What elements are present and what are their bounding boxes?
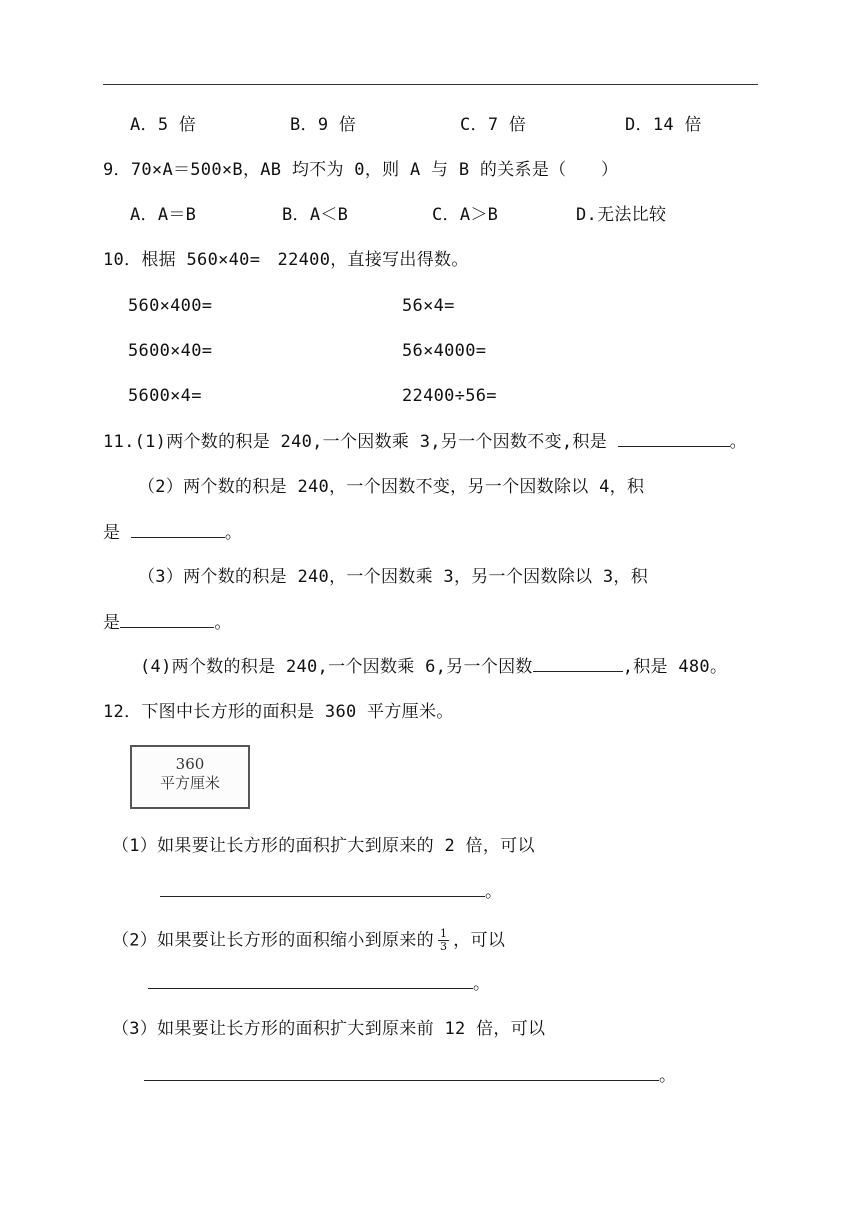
rectangle-figure: [130, 745, 250, 809]
answer-blank[interactable]: [144, 1064, 659, 1081]
period: 。: [473, 974, 491, 994]
q11-part3: （3）两个数的积是 240，一个因数乘 3，另一个因数除以 3，积: [138, 567, 649, 587]
q11-part2-cont: [103, 521, 242, 544]
text: （2）如果要让长方形的面积缩小到原来的: [112, 930, 434, 951]
q9-option-c: C．A＞B: [432, 205, 499, 225]
text: 是: [103, 523, 121, 543]
header-rule: [103, 84, 758, 85]
answer-blank[interactable]: [160, 880, 485, 897]
answer-blank[interactable]: [618, 430, 730, 447]
q9-option-b: B．A＜B: [282, 205, 349, 225]
period: 。: [224, 523, 243, 543]
answer-blank[interactable]: [148, 972, 473, 989]
q11-part4: [140, 655, 727, 678]
q11-part3-cont: [103, 611, 232, 634]
answer-blank[interactable]: [131, 521, 225, 538]
q8-option-a: A．5 倍: [130, 115, 197, 135]
q11-part2: （2）两个数的积是 240，一个因数不变，另一个因数除以 4，积: [138, 477, 645, 497]
fraction-one-third: [438, 928, 449, 953]
answer-blank[interactable]: [533, 655, 623, 672]
q9-option-d: D.无法比较: [576, 205, 667, 225]
q10-stem: 10．根据 560×40= 22400，直接写出得数。: [103, 250, 469, 270]
period: 。: [214, 613, 232, 633]
q10-item: 560×400=: [128, 296, 213, 316]
q8-option-b: B．9 倍: [290, 115, 357, 135]
q9-option-a: A．A＝B: [130, 205, 197, 225]
text: ，可以: [453, 930, 506, 951]
q8-option-d: D．14 倍: [625, 115, 702, 135]
period: 。: [729, 432, 747, 452]
q12-sub2-answer: [148, 972, 490, 995]
q12-sub1: （1）如果要让长方形的面积扩大到原来的 2 倍，可以: [112, 836, 535, 856]
q10-item: 5600×4=: [128, 386, 202, 406]
q10-item: 5600×40=: [128, 341, 213, 361]
period: 。: [485, 882, 503, 902]
text: (4)两个数的积是 240,一个因数乘 6,另一个因数: [140, 657, 533, 677]
text: ,积是 480。: [622, 657, 728, 677]
fraction-numerator: 1: [439, 927, 448, 940]
q10-item: 56×4000=: [402, 341, 487, 361]
answer-blank[interactable]: [120, 611, 214, 628]
q11-part1-text: 11.(1)两个数的积是 240,一个因数乘 3,另一个因数不变,积是: [103, 432, 608, 452]
rect-area-number: 360: [175, 755, 205, 773]
q12-sub3-answer: [144, 1064, 676, 1087]
q10-item: 56×4=: [402, 296, 455, 316]
q11-part1: [103, 430, 747, 453]
q12-sub3: （3）如果要让长方形的面积扩大到原来前 12 倍，可以: [112, 1019, 546, 1039]
text: 是: [103, 613, 121, 633]
fraction-denominator: 3: [439, 940, 448, 953]
q12-stem: 12．下图中长方形的面积是 360 平方厘米。: [103, 702, 454, 722]
q8-option-c: C．7 倍: [460, 115, 527, 135]
rect-area-unit: 平方厘米: [159, 774, 220, 792]
period: 。: [659, 1066, 677, 1086]
q12-sub2: [112, 928, 505, 953]
q9-stem: 9．70×A＝500×B，AB 均不为 0，则 A 与 B 的关系是（ ）: [103, 160, 619, 180]
q12-sub1-answer: [160, 880, 502, 903]
q10-item: 22400÷56=: [402, 386, 497, 406]
